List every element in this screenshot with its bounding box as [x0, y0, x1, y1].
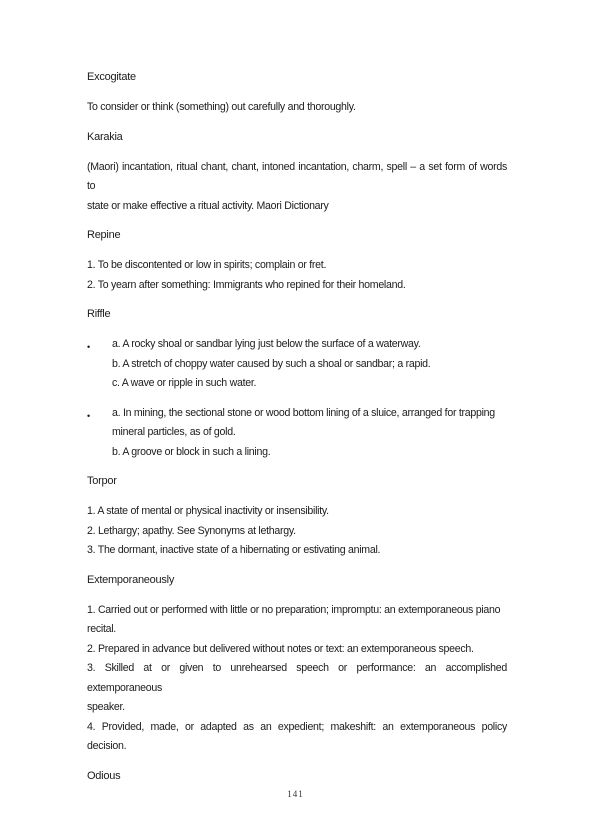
glossary-body	[87, 70, 507, 783]
definition-line: a. A rocky shoal or sandbar lying just below the surface of a waterway.	[112, 338, 421, 350]
definition-line: 2. To yearn after something: Immigrants who repined for their homeland.	[87, 278, 406, 291]
definition-line: a. In mining, the sectional stone or wood bottom lining of a sluice, arranged for trapping	[112, 406, 495, 419]
definition-line: 3. The dormant, inactive state of a hibernating or estivating animal.	[87, 544, 381, 556]
definition-line: mineral particles, as of gold.	[112, 426, 236, 438]
definition-line: c. A wave or ripple in such water.	[112, 377, 257, 389]
definition-line: 1. A state of mental or physical inactivity or insensibility.	[87, 505, 329, 517]
definition-line: 1. Carried out or performed with little or no preparation; impromptu: an extemporaneous piano	[87, 603, 501, 616]
definition-line: 1. To be discontented or low in spirits; complain or fret.	[87, 259, 327, 271]
term-karakia: Karakia	[87, 130, 123, 143]
definition-line: 2. Lethargy; apathy. See Synonyms at lethargy.	[87, 524, 296, 537]
definition-line: b. A groove or block in such a lining.	[112, 445, 271, 458]
bullet-icon: •	[87, 410, 90, 421]
definition-line: (Maori) incantation, ritual chant, chant, intoned incantation, charm, spell – a set form of words to	[87, 160, 507, 192]
definition-line: state or make effective a ritual activity. Maori Dictionary	[87, 199, 329, 212]
term-extemporaneously: Extemporaneously	[87, 573, 175, 586]
definition-extemporaneously	[87, 601, 507, 757]
term-odious: Odious	[87, 769, 121, 782]
bullet-list-item	[87, 404, 507, 463]
definition-karakia	[87, 158, 507, 217]
bullet-list-item	[87, 335, 507, 394]
definition-excogitate	[87, 98, 507, 118]
definition-line: 4. Provided, made, or adapted as an expedient; makeshift: an extemporaneous policy decision.	[87, 720, 507, 752]
definition-line: recital.	[87, 623, 116, 635]
term-torpor: Torpor	[87, 475, 117, 487]
definition-line: To consider or think (something) out carefully and thoroughly.	[87, 101, 356, 113]
definition-line: 3. Skilled at or given to unrehearsed speech or performance: an accomplished extemporaneous	[87, 662, 507, 694]
definition-line: 2. Prepared in advance but delivered without notes or text: an extemporaneous speech.	[87, 642, 474, 655]
definition-repine	[87, 256, 507, 295]
definition-torpor	[87, 502, 507, 561]
definition-line: b. A stretch of choppy water caused by such a shoal or sandbar; a rapid.	[112, 357, 431, 370]
bullet-icon: •	[87, 342, 90, 352]
definition-line: speaker.	[87, 701, 125, 713]
page-number: 141	[287, 789, 304, 799]
term-excogitate: Excogitate	[87, 71, 136, 83]
term-riffle: Riffle	[87, 308, 111, 320]
term-repine: Repine	[87, 229, 121, 241]
